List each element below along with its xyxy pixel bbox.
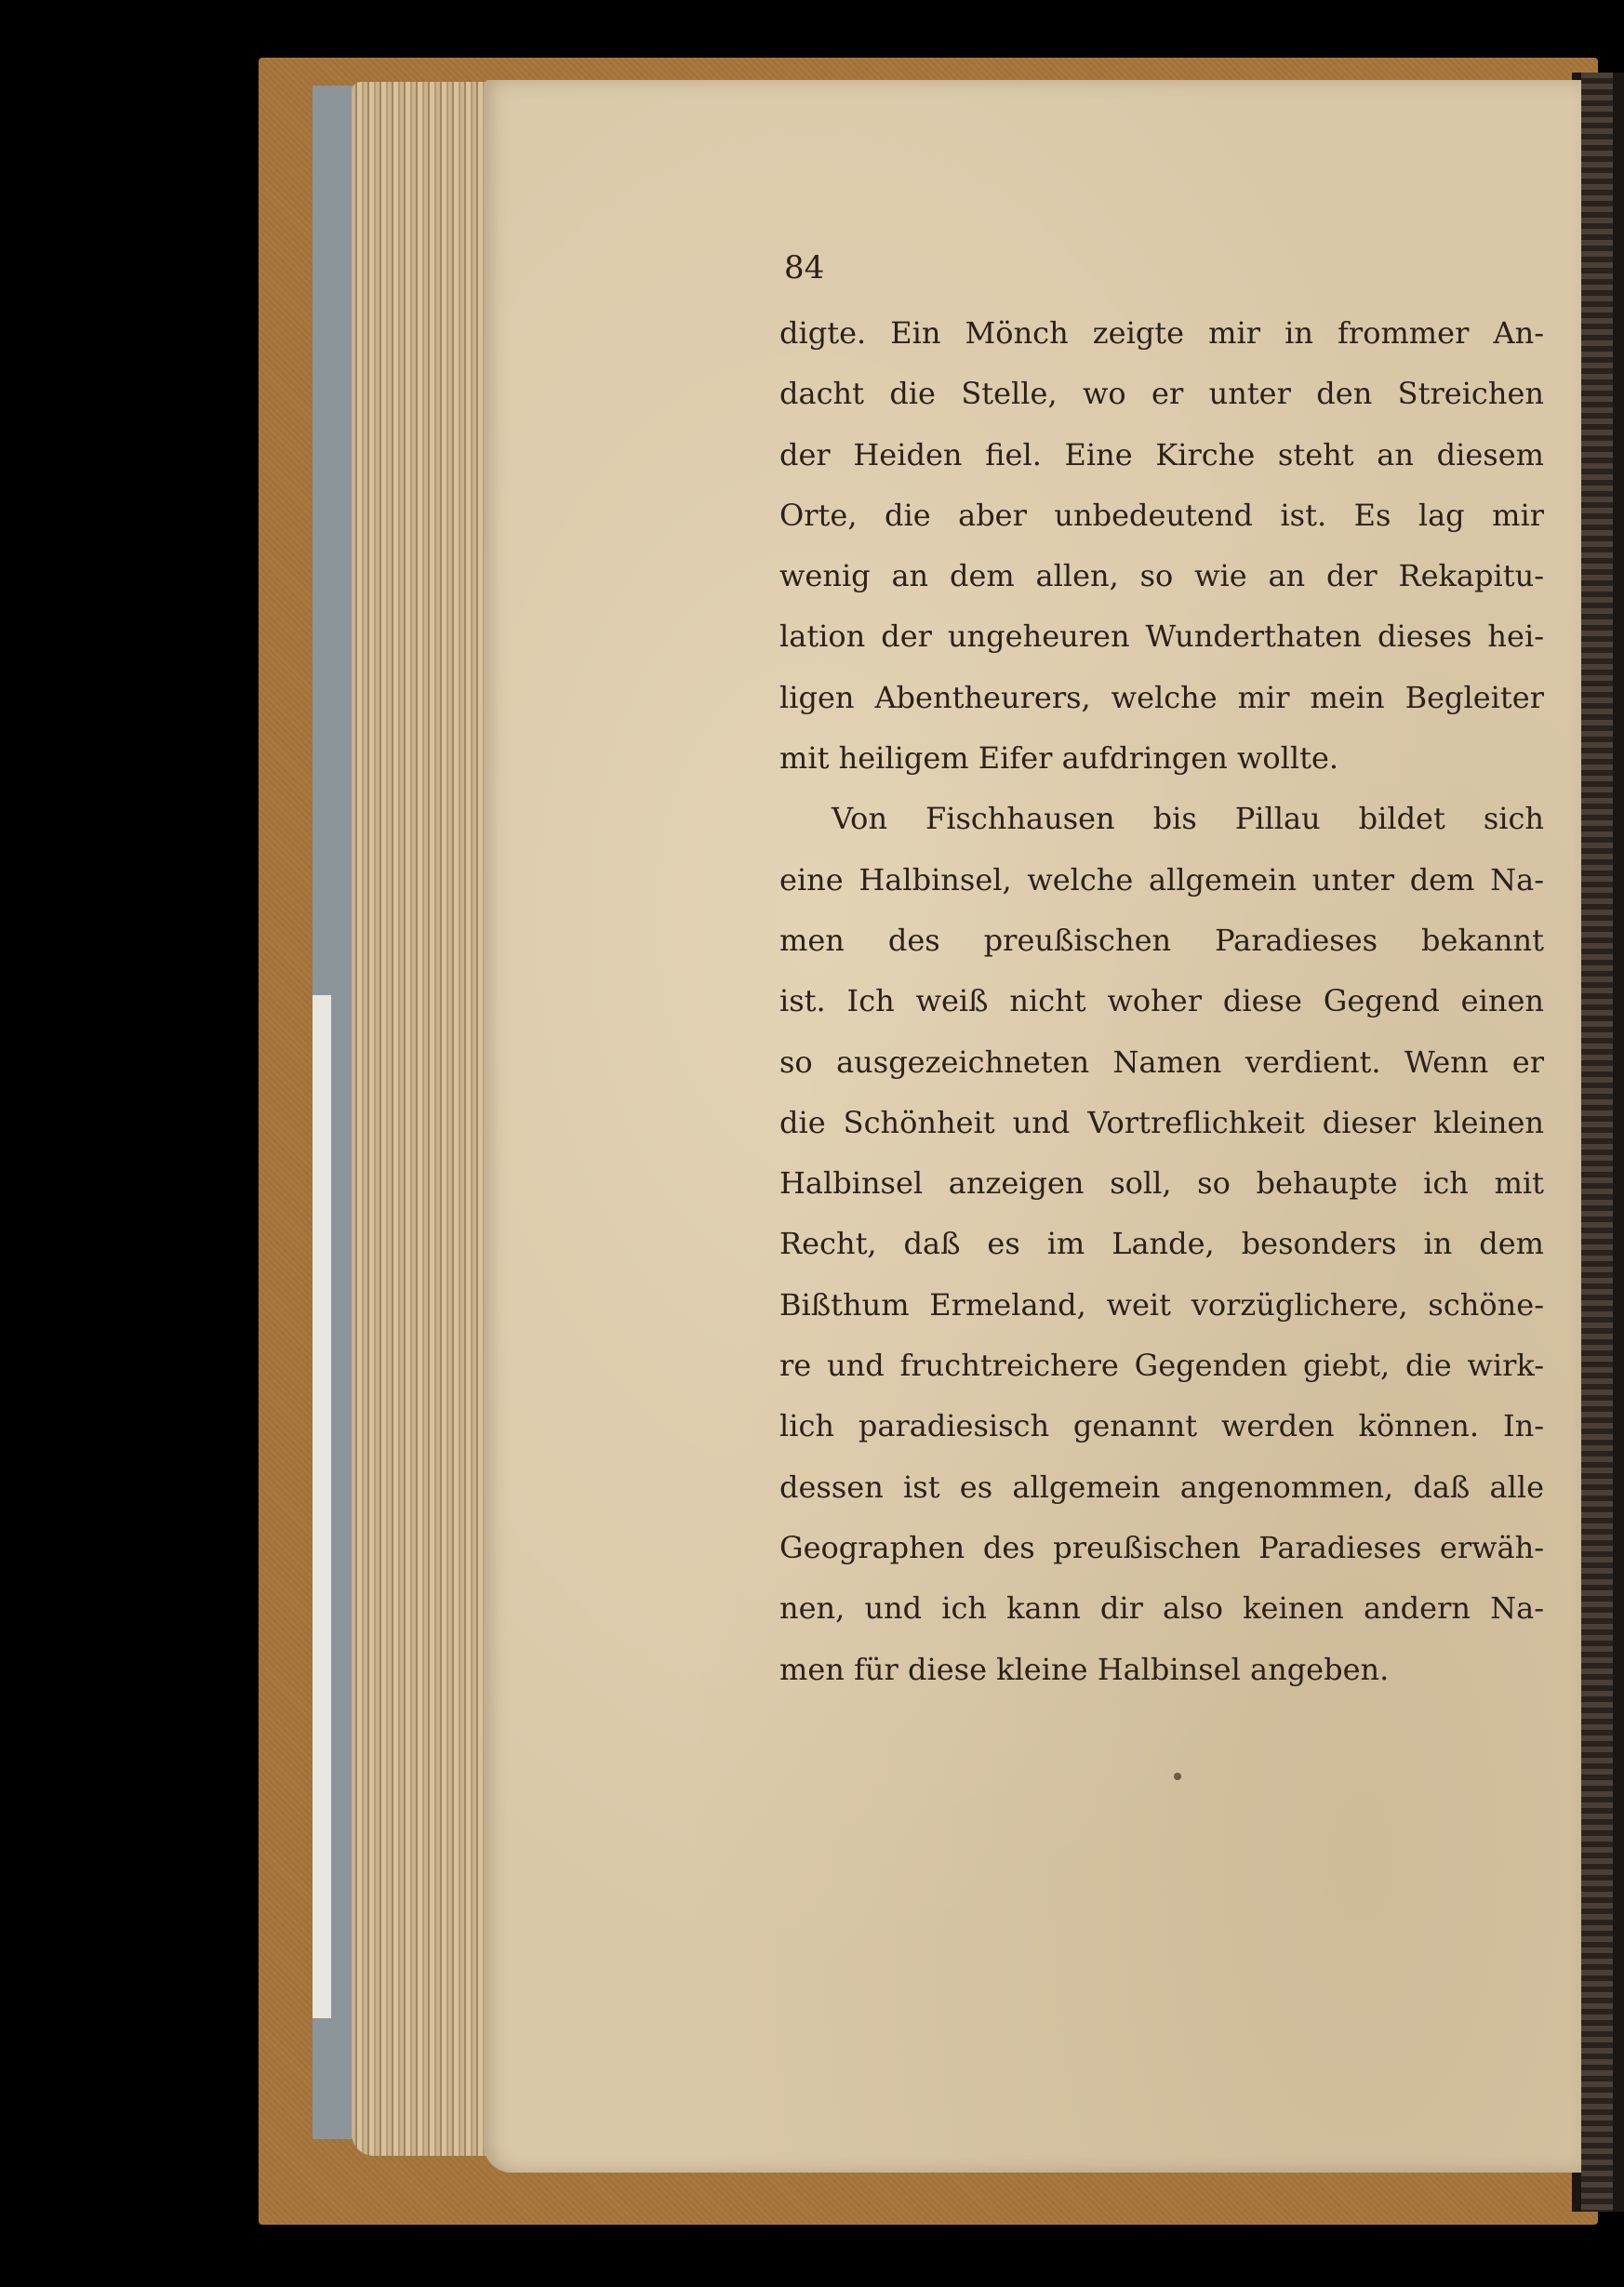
text-line: Recht, daß es im Lande, besonders in dem bbox=[779, 1226, 1544, 1262]
page-number: 84 bbox=[784, 249, 825, 286]
page-text bbox=[779, 303, 1544, 1700]
text-line: eine Halbinsel, welche allgemein unter dem Na- bbox=[779, 861, 1544, 898]
text-line: wenig an dem allen, so wie an der Rekapitu- bbox=[779, 558, 1544, 594]
text-line: Orte, die aber unbedeutend ist. Es lag mir bbox=[779, 497, 1544, 533]
text-line: dacht die Stelle, wo er unter den Streichen bbox=[779, 376, 1544, 412]
text-line: nen, und ich kann dir also keinen andern Na- bbox=[779, 1590, 1544, 1627]
paper-spot bbox=[1174, 1773, 1181, 1780]
text-line: lich paradiesisch genannt werden können. In- bbox=[779, 1408, 1544, 1444]
board-lining bbox=[313, 995, 331, 2018]
adjacent-book-edge bbox=[1581, 73, 1613, 2212]
text-line: men für diese kleine Halbinsel angeben. bbox=[779, 1651, 1390, 1687]
text-line: Von Fischhausen bis Pillau bildet sich bbox=[832, 801, 1544, 837]
text-line: so ausgezeichneten Namen verdient. Wenn er bbox=[779, 1044, 1544, 1080]
text-line: men des preußischen Paradieses bekannt bbox=[779, 922, 1544, 958]
text-line: ist. Ich weiß nicht woher diese Gegend einen bbox=[779, 983, 1544, 1019]
text-line: re und fruchtreichere Gegenden giebt, die wirk- bbox=[779, 1348, 1544, 1384]
text-line: der Heiden fiel. Eine Kirche steht an diesem bbox=[779, 436, 1544, 472]
text-line: Geographen des preußischen Paradieses erwäh- bbox=[779, 1529, 1544, 1565]
text-line: Halbinsel anzeigen soll, so behaupte ich mit bbox=[779, 1165, 1544, 1202]
text-line: die Schönheit und Vortreflichkeit dieser kleinen bbox=[779, 1104, 1544, 1140]
text-line: Bißthum Ermeland, weit vorzüglichere, schöne- bbox=[779, 1286, 1544, 1323]
text-line: dessen ist es allgemein angenommen, daß alle bbox=[779, 1469, 1544, 1505]
text-line: ligen Abentheurers, welche mir mein Begleiter bbox=[779, 679, 1544, 715]
text-line: digte. Ein Mönch zeigte mir in frommer An- bbox=[779, 315, 1544, 351]
text-line: mit heiligem Eifer aufdringen wollte. bbox=[779, 740, 1339, 777]
text-line: lation der ungeheuren Wunderthaten dieses hei- bbox=[779, 618, 1544, 655]
